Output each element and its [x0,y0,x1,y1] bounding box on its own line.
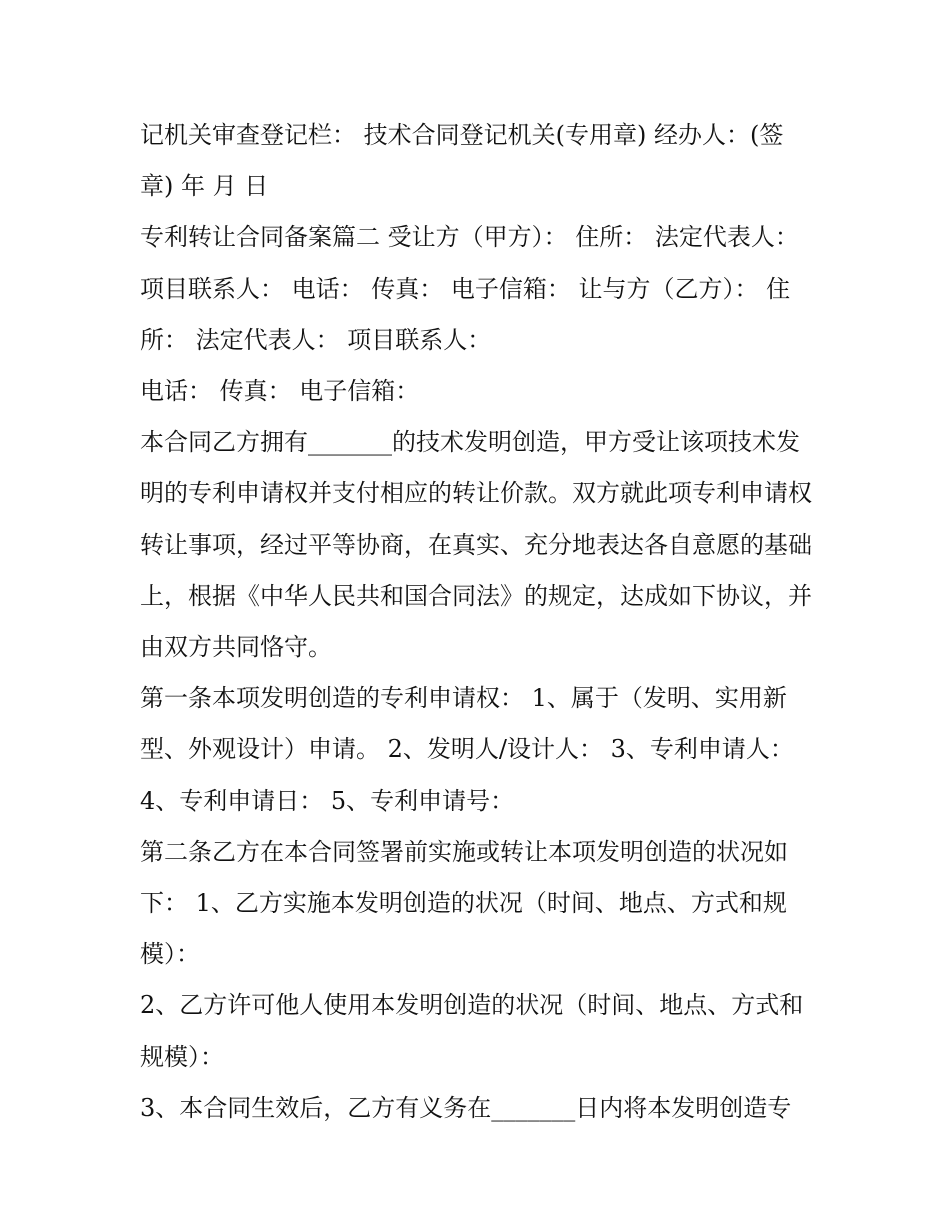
paragraph-article-2-item-2: 2、乙方许可他人使用本发明创造的状况（时间、地点、方式和规模）： [140,991,804,1071]
paragraph-preamble: 本合同乙方拥有_______的技术发明创造，甲方受让该项技术发明的专利申请权并支付相应的转让价款。双方就此项专利申请权转让事项，经过平等协商，在真实、充分地表达各自意愿的基础上，根据《中华人民共和国合同法》的规定，达成如下协议，并由双方共同恪守。 [140,428,812,662]
paragraph-article-1: 第一条本项发明创造的专利申请权： 1、属于（发明、实用新型、外观设计）申请。 2、发明人/设计人： 3、专利申请人： 4、专利申请日： 5、专利申请号： [140,684,794,815]
paragraph-registration-stamp: 记机关审查登记栏： 技术合同登记机关(专用章) 经办人：(签章) 年 月 日 [140,121,784,201]
paragraph-contact: 电话： 传真： 电子信箱： [140,377,420,406]
paragraph-article-2: 第二条乙方在本合同签署前实施或转让本项发明创造的状况如下： 1、乙方实施本发明创造的状况（时间、地点、方式和规模）： [140,837,788,969]
paragraph-parties: 专利转让合同备案篇二 受让方（甲方）： 住所： 法定代表人： 项目联系人： 电话： 传真： 电子信箱： 让与方（乙方）： 住所： 法定代表人： 项目联系人： [140,223,799,354]
document-body [140,110,812,1134]
paragraph-article-2-item-3: 3、本合同生效后，乙方有义务在_______日内将本发明创造专 [140,1093,792,1122]
